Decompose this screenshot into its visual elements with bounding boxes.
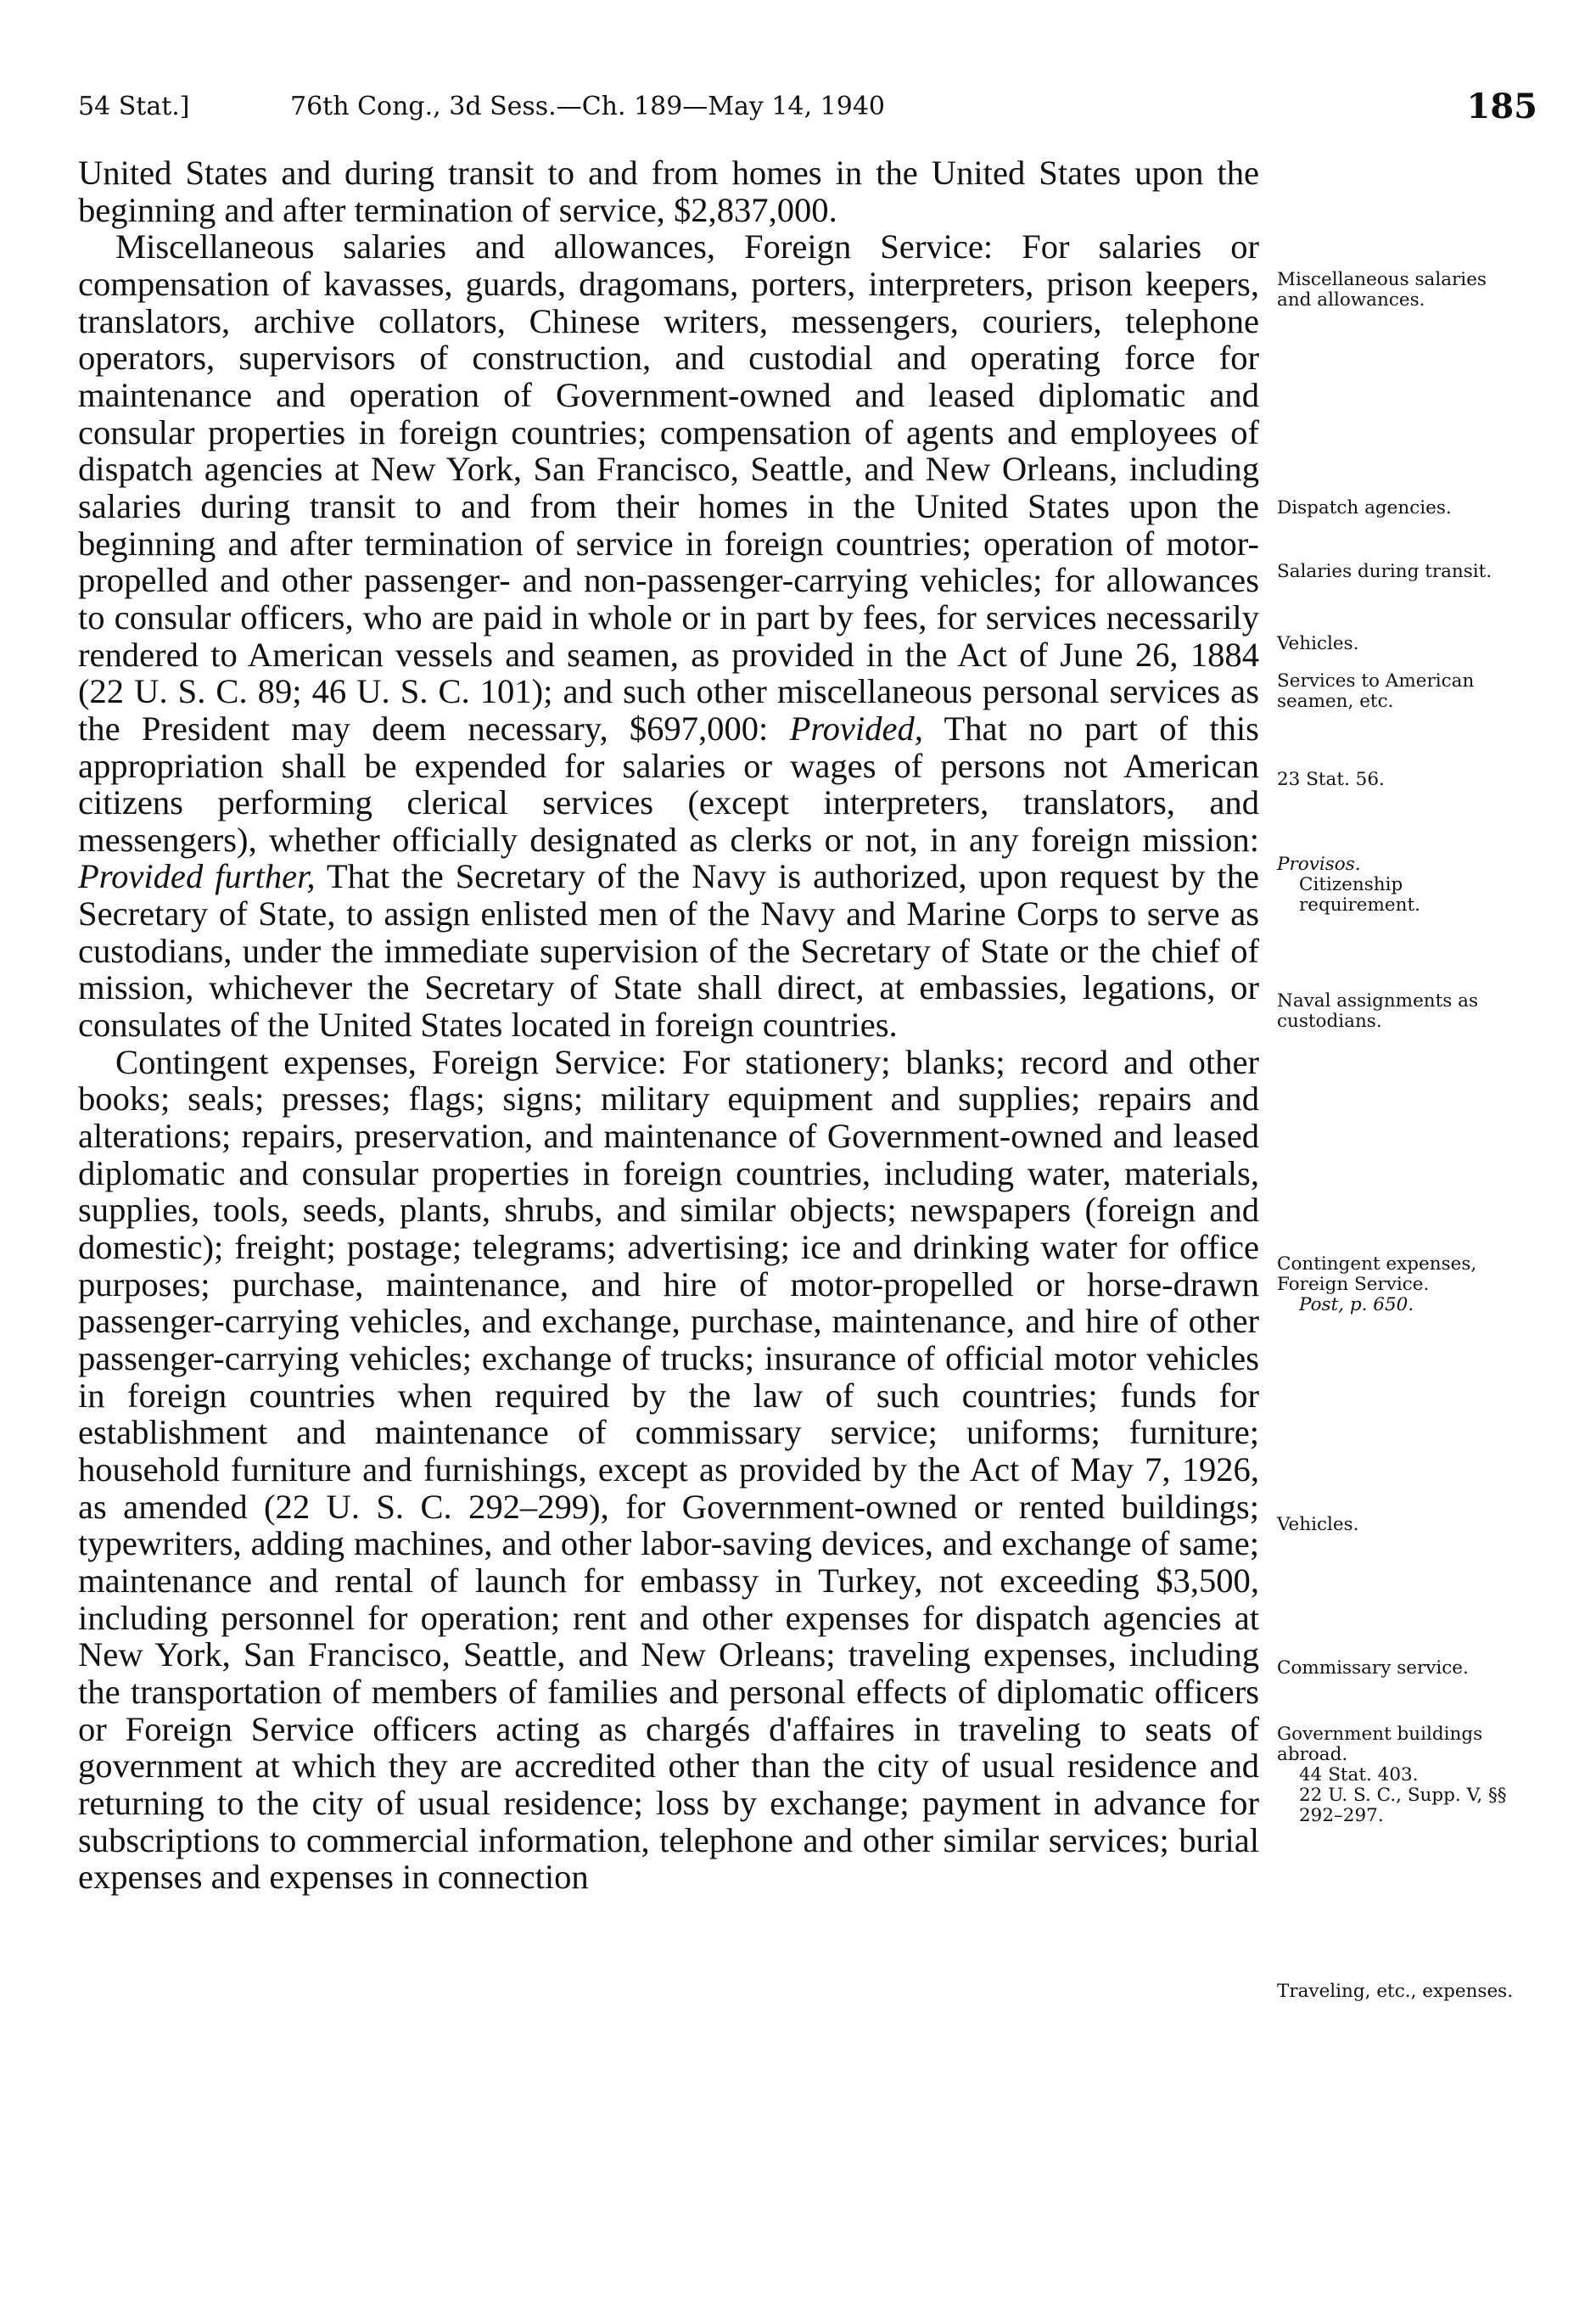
- citizenship-note: Citizenship requirement.: [1299, 874, 1420, 916]
- margin-note-commissary: Commissary service.: [1277, 1657, 1469, 1679]
- margin-note-dispatch-agencies: Dispatch agencies.: [1277, 497, 1452, 519]
- margin-note-government-buildings: [1277, 1724, 1523, 1826]
- usc-reference: 22 U. S. C., Supp. V, §§ 292–297.: [1299, 1785, 1507, 1826]
- paragraph-text: That no part of this appropriation shall be expended for salaries or wages of persons not American citizens performing clerical services (except interpreters, translators, and messengers), whether officially designated as clerks or not, in any foreign mission:: [78, 709, 1259, 859]
- statute-reference: 44 Stat. 403.: [1299, 1764, 1419, 1786]
- contingent-note: Contingent expenses, Foreign Service.: [1277, 1253, 1477, 1295]
- margin-note-traveling-expenses: Traveling, etc., expenses.: [1277, 1981, 1514, 2002]
- post-reference: Post, p. 650.: [1299, 1294, 1414, 1315]
- margin-note-provisos: [1277, 855, 1523, 916]
- paragraph-misc-salaries: [78, 228, 1259, 1043]
- proviso-label: Provided,: [789, 709, 923, 748]
- provisos-label: Provisos.: [1277, 854, 1361, 875]
- session-chapter-line: 76th Cong., 3d Sess.—Ch. 189—May 14, 1940: [290, 92, 885, 121]
- margin-note-seamen-services: Services to American seamen, etc.: [1277, 670, 1475, 712]
- margin-note-naval-assignments: Naval assignments as custodians.: [1277, 990, 1478, 1032]
- margin-note-salaries-transit: Salaries during transit.: [1277, 561, 1492, 582]
- margin-note-vehicles: Vehicles.: [1277, 633, 1359, 654]
- paragraph-text: Miscellaneous salaries and allowances, Foreign Service: For salaries or compensation of kavasses, guards, dragomans, porters, interpreters, prison keepers, translators, archive collators, Chinese writers, messengers, couriers, telephone operators, supervisors of construction, and custodial and operating force for maintenance and operation of Government-owned and leased diplomatic and consular properties in foreign countries; compensation of agents and employees of dispatch agencies at New York, San Francisco, Seattle, and New Orleans, including salaries during transit to and from their homes in the United States upon the beginning and after termination of service in foreign countries; operation of motor-propelled and other passenger- and non-passenger-carrying vehicles; for allowances to consular officers, who are paid in whole or in part by fees, for services necessarily rendered to American vessels and seamen, as provided in the Act of June 26, 1884 (22 U. S. C. 89; 46 U. S. C. 101); and such other miscellaneous personal services as the President may deem necessary, $697,000:: [78, 227, 1259, 748]
- proviso-label: Provided further,: [78, 857, 316, 896]
- margin-note-vehicles: Vehicles.: [1277, 1514, 1359, 1535]
- volume-reference: 54 Stat.]: [78, 92, 190, 121]
- page-number: 185: [1466, 87, 1537, 126]
- buildings-note: Government buildings abroad.: [1277, 1724, 1483, 1765]
- running-header: [78, 87, 1537, 137]
- paragraph-continuation: United States and during transit to and from homes in the United States upon the beginning and after termination of service, $2,837,000.: [78, 154, 1259, 229]
- margin-note-misc-salaries: Miscellaneous salaries and allowances.: [1277, 269, 1487, 311]
- main-text-column: [78, 154, 1259, 1896]
- margin-note-statute-reference: 23 Stat. 56.: [1277, 769, 1385, 790]
- paragraph-contingent-expenses: Contingent expenses, Foreign Service: For stationery; blanks; record and other books; seals; presses; flags; signs; military equipment and supplies; repairs and alterations; repairs, preservation, and maintenance of Government-owned and leased diplomatic and consular properties in foreign countries, including water, materials, supplies, tools, seeds, plants, shrubs, and similar objects; newspapers (foreign and domestic); freight; postage; telegrams; advertising; ice and drinking water for office purposes; purchase, maintenance, and hire of motor-propelled or horse-drawn passenger-carrying vehicles, and exchange, purchase, maintenance, and hire of other passenger-carrying vehicles; exchange of trucks; insurance of official motor vehicles in foreign countries when required by the law of such countries; funds for establishment and maintenance of commissary service; uniforms; furniture; household furniture and furnishings, except as provided by the Act of May 7, 1926, as amended (22 U. S. C. 292–299), for Government-owned or rented buildings; typewriters, adding machines, and other labor-saving devices, and exchange of same; maintenance and rental of launch for embassy in Turkey, not exceeding $3,500, including personnel for operation; rent and other expenses for dispatch agencies at New York, San Francisco, Seattle, and New Orleans; traveling expenses, including the transportation of members of families and personal effects of diplomatic officers or Foreign Service officers acting as chargés d'affaires in traveling to seats of government at which they are accredited other than the city of usual residence and returning to the city of usual residence; loss by exchange; payment in advance for subscriptions to commercial information, telephone and other similar services; burial expenses and expenses in connection: [78, 1042, 1259, 1897]
- margin-note-contingent-expenses: [1277, 1254, 1523, 1315]
- paragraph-text: That the Secretary of the Navy is authorized, upon request by the Secretary of State, to assign enlisted men of the Navy and Marine Corps to serve as custodians, under the immediate supervision of the Secretary of State or the chief of mission, whichever the Secretary of State shall direct, at embassies, legations, or consulates of the United States located in foreign countries.: [78, 857, 1259, 1045]
